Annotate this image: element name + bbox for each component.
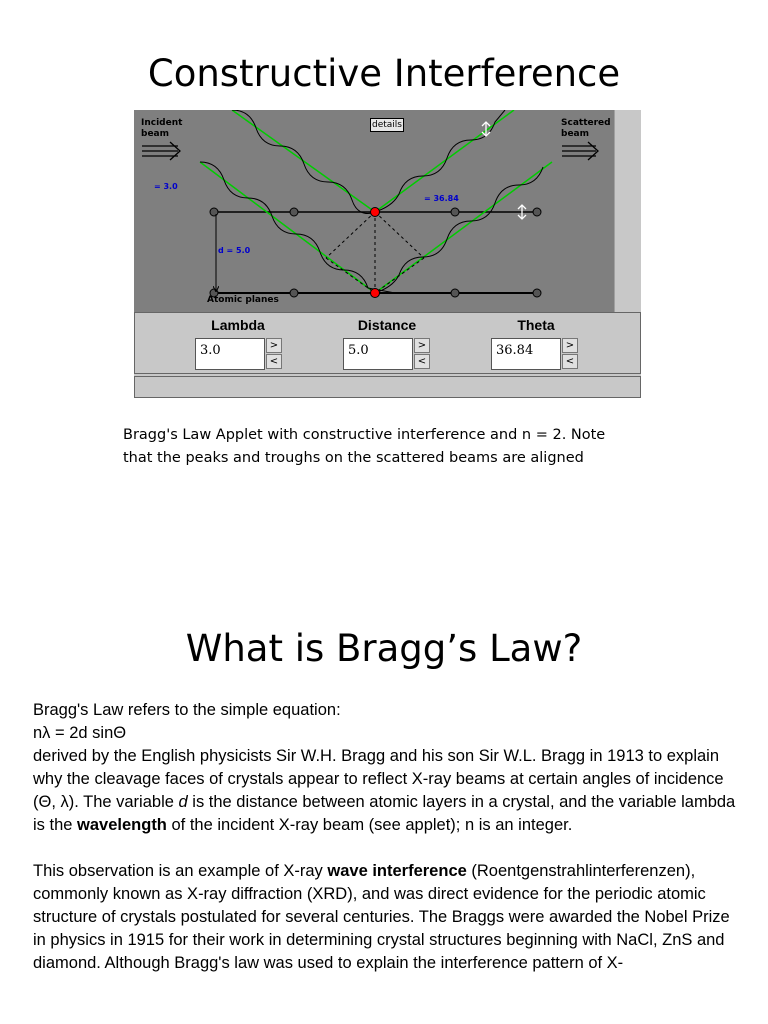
- wave-interference-term: wave interference: [327, 862, 467, 880]
- incident-beam-label: Incident beam: [141, 118, 183, 139]
- braggs-law-explanation: [33, 699, 745, 975]
- atoms: [210, 208, 541, 297]
- text-span: (Roentgenstrahlinterferenzen), commonly known as X-ray diffraction (XRD), and was direct evidence for the periodic atomic structure of crystals postulated for several centuries. The Braggs were awarded the Nobel Prize in physics in 1915 for their work in determining crystal structures beginning with NaCl, ZnS and diamond. Although Bragg's law was used to explain the interference pattern of X-: [33, 862, 730, 972]
- slide-title-constructive-interference: Constructive Interference: [147, 52, 621, 95]
- construction-lines: [326, 212, 424, 293]
- scattered-arrow-icon: [562, 142, 598, 160]
- bragg-law-applet[interactable]: [134, 110, 641, 398]
- distance-label: Distance: [357, 317, 417, 333]
- slide-title-what-is-braggs-law: What is Bragg’s Law?: [185, 627, 583, 670]
- lambda-increase-button[interactable]: >: [266, 338, 282, 353]
- intro-line: Bragg's Law refers to the simple equation:: [33, 701, 341, 719]
- applet-controls: [134, 312, 641, 374]
- variable-d: d: [178, 793, 188, 811]
- distance-increase-button[interactable]: >: [414, 338, 430, 353]
- beam-lines: [200, 110, 552, 293]
- text-span: This observation is an example of X-ray: [33, 862, 328, 880]
- applet-caption: [123, 424, 643, 470]
- applet-side-panel: [614, 110, 641, 312]
- theta-readout: = 36.84: [424, 194, 459, 203]
- wave-paths: [200, 110, 543, 293]
- applet-status-bar: [134, 376, 641, 398]
- paragraph-derivation: [33, 745, 745, 837]
- scatter-point-top: [371, 208, 380, 217]
- caption-line-1: Bragg's Law Applet with constructive interference and n = 2. Note: [123, 427, 606, 443]
- d-readout: d = 5.0: [218, 246, 251, 255]
- lambda-readout: = 3.0: [154, 182, 178, 191]
- text-span: derived by the English physicists Sir W.H. Bragg and his son Sir W.L. Bragg in 1913 to explain why the cleavage faces of crystals appear to reflect X-ray beams at certain angles of incidence (Θ, λ). The variable: [33, 747, 724, 811]
- paragraph-gap: [33, 837, 745, 860]
- lambda-decrease-button[interactable]: <: [266, 354, 282, 369]
- details-button[interactable]: details: [370, 118, 404, 132]
- scattered-beam-label: Scattered beam: [561, 118, 611, 139]
- bragg-diagram: [134, 110, 614, 312]
- text-span: of the incident X-ray beam (see applet); n is an integer.: [166, 816, 573, 834]
- lambda-label: Lambda: [211, 317, 265, 333]
- atomic-planes-label: Atomic planes: [207, 295, 279, 305]
- text-span: is the distance between atomic layers in a crystal, and the variable lambda is the: [33, 793, 736, 834]
- lambda-input[interactable]: 3.0: [195, 338, 265, 370]
- theta-input[interactable]: 36.84: [491, 338, 561, 370]
- wavelength-term: wavelength: [77, 816, 167, 834]
- distance-decrease-button[interactable]: <: [414, 354, 430, 369]
- distance-input[interactable]: 5.0: [343, 338, 413, 370]
- caption-line-2: that the peaks and troughs on the scattered beams are aligned: [123, 450, 584, 466]
- incident-arrow-icon: [142, 142, 180, 160]
- theta-decrease-button[interactable]: <: [562, 354, 578, 369]
- paragraph-interference: [33, 860, 745, 975]
- theta-increase-button[interactable]: >: [562, 338, 578, 353]
- simulation-canvas[interactable]: [134, 110, 614, 312]
- theta-label: Theta: [517, 317, 555, 333]
- bragg-equation: nλ = 2d sinΘ: [33, 724, 127, 742]
- scatter-point-bottom: [371, 289, 380, 298]
